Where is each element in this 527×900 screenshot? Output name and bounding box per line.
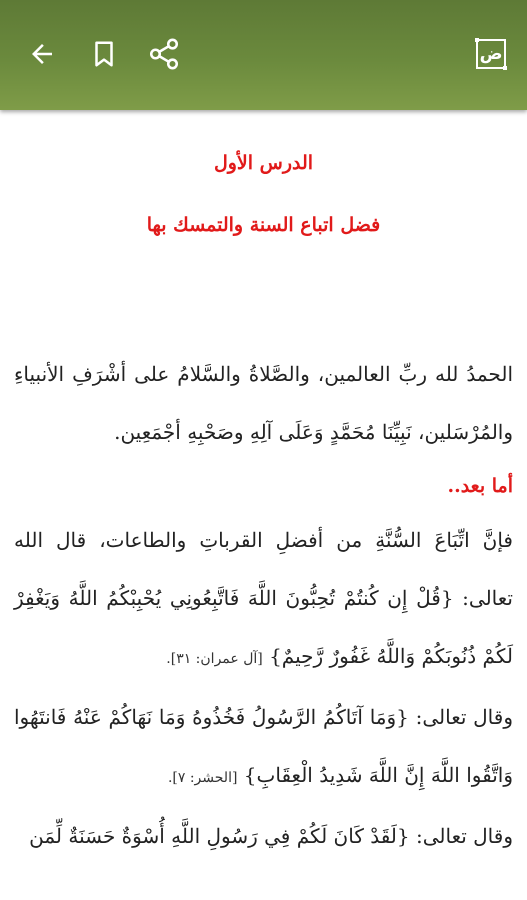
- paragraph-2: [14, 688, 513, 807]
- bookmark-icon: [89, 37, 119, 71]
- lesson-subtitle: فضل اتباع السنة والتمسك بها: [146, 214, 381, 236]
- lesson-content: [0, 110, 527, 865]
- amma-bad-heading: أما بعد..: [447, 475, 513, 497]
- font-size-icon: [476, 39, 506, 69]
- paragraph-1: [14, 511, 513, 688]
- paragraph-1-text: فإنَّ اتِّبَاعَ السُّنَّةِ من أفضلِ القرباتِ والطاعات، قال الله تعالى: {قُلْ إِن كُنتُمْ تُحِبُّونَ اللَّهَ فَاتَّبِعُونِي يُحْبِبْكُمُ اللَّهُ وَيَغْفِرْ لَكُمْ ذُنُوبَكُمْ وَاللَّهُ غَفُورٌ رَّحِيمٌ}: [14, 528, 513, 668]
- font-size-button[interactable]: [469, 32, 513, 76]
- share-icon: [147, 37, 181, 71]
- reference-2: [الحشر: ٧].: [167, 770, 238, 786]
- reference-1: [آل عمران: ٣١].: [166, 651, 263, 667]
- paragraph-3: وقال تعالى: {لَقَدْ كَانَ لَكُمْ فِي رَسُولِ اللَّهِ أُسْوَةٌ حَسَنَةٌ لِّمَن: [29, 824, 513, 848]
- font-size-label: ض: [479, 44, 503, 64]
- app-toolbar: [0, 0, 527, 110]
- back-arrow-icon: [27, 39, 57, 69]
- share-button[interactable]: [142, 32, 186, 76]
- lesson-title: الدرس الأول: [213, 152, 314, 174]
- bookmark-button[interactable]: [82, 32, 126, 76]
- intro-paragraph: الحمدُ لله ربِّ العالمين، والصَّلاةُ والسَّلامُ على أشْرَفِ الأنبياءِ والمُرْسَلين، نَبِيِّنَا مُحَمَّدٍ وَعَلَى آلِهِ وصَحْبِهِ أجْمَعِين.: [14, 362, 513, 444]
- back-button[interactable]: [20, 32, 64, 76]
- paragraph-2-text: وقال تعالى: {وَمَا آتَاكُمُ الرَّسُولُ فَخُذُوهُ وَمَا نَهَاكُمْ عَنْهُ فَانتَهُوا وَاتَّقُوا اللَّهَ إِنَّ اللَّهَ شَدِيدُ الْعِقَابِ}: [14, 705, 513, 787]
